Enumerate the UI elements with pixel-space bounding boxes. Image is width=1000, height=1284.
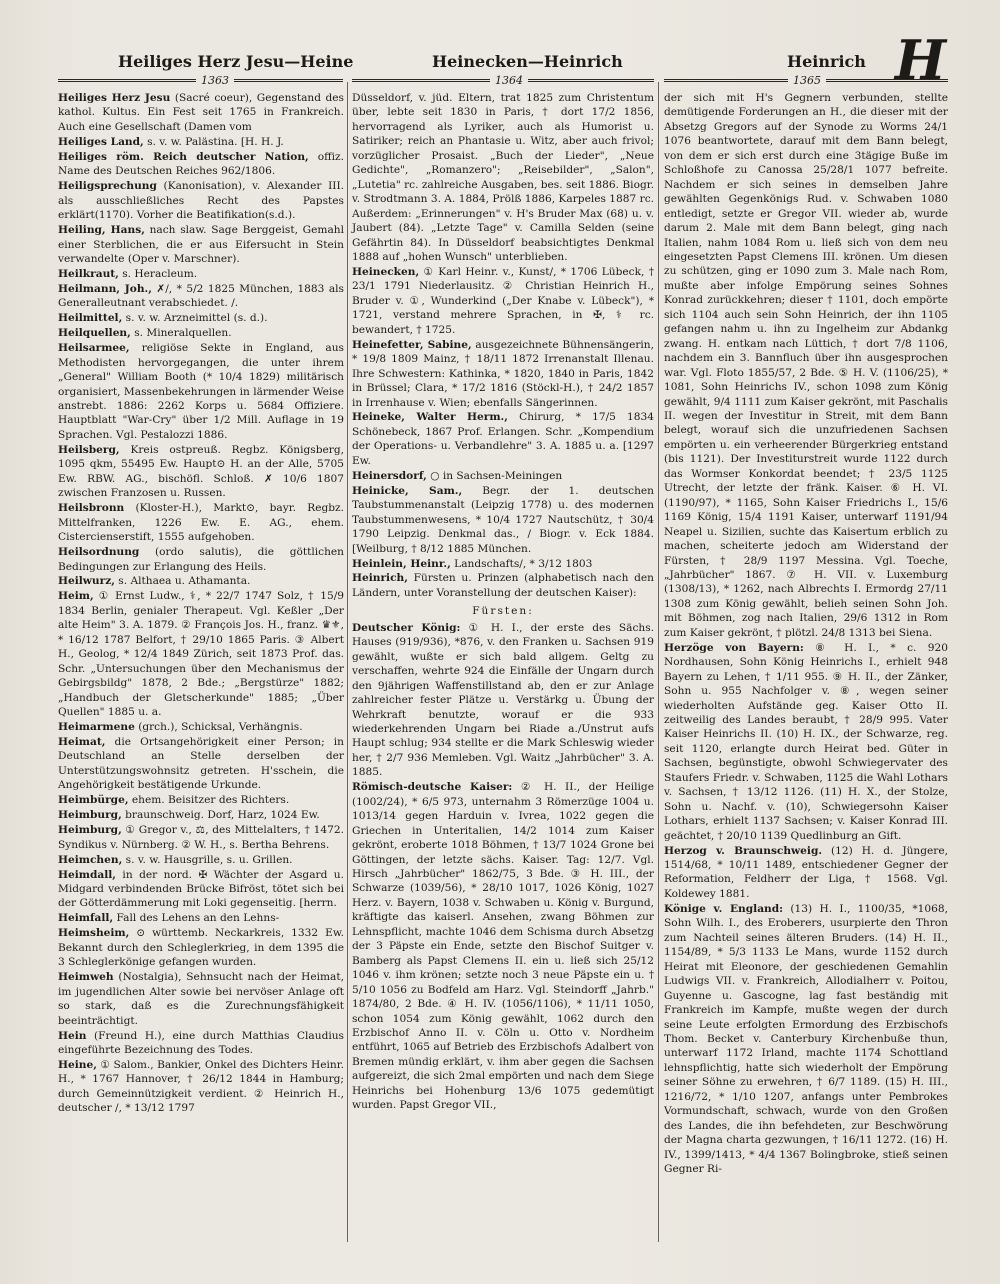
entry-text: (grch.), Schicksal, Verhängnis. (134, 720, 303, 733)
entry-text: ⑧ H. I., * c. 920 Nordhausen, Sohn König Heinrichs I., erhielt 948 Bayern zu Lehen, † 1/11 955. ⑨ H. II., der Zänker, Sohn u. 955 Nachfolger v. ⑧, wegen seiner wiederholten Aufstände geg. Kaiser Otto II. zeitweilig des Landes beraubt, † 28/9 995. Vater Kaiser Heinrichs II. (10) H. IX., der Schwarze, reg. seit 1120, erlangte durch Heirat bed. Güter in Sachsen, begünstigte, obwohl Schwiegervater des Staufers Friedr. v. Schwaben, 1125 die Wahl Lothars v. Sachsen, † 13/12 1126. (11) H. X., der Stolze, Sohn u. Nachf. v. (10), Schwiegersohn Kaiser Lothars, erhielt 1137 Sachsen; v. Kaiser Konrad III. geächtet, † 20/10 1139 Quedlinburg an Gift. (664, 641, 948, 842)
entry-text: ⊙ württemb. Neckarkreis, 1332 Ew. Bekannt durch den Schleglerkrieg, in dem 1395 die 3 Schleglerkönige gefangen wurden. (58, 927, 344, 969)
entry-text: Fürsten u. Prinzen (alphabetisch nach den Ländern, unter Voranstellung der deutschen Kaiser): (352, 572, 654, 599)
entry-headword: Heimsheim, (58, 927, 130, 940)
entry-text: ① H. I., der erste des Sächs. Hauses (919/936), *876, v. den Franken u. Sachsen 919 gewählt, wußte er sich bald allgem. Geltg zu verschaffen, wehrte 924 die Einfälle der Ungarn durch den 9jährigen Waffenstillstand ab, den er zur Anlage zahlreicher fester Plätze u. Verstärkg u. Übung der Wehrkraft benutzte, worauf er die 933 wiederkehrenden Ungarn bei Riade a./Unstrut aufs Haupt schlug; 934 stellte er die Mark Schleswig wieder her, † 2/7 936 Memleben. Vgl. Waitz „Jahrbücher" 3. A. 1885. (352, 621, 655, 779)
entry-headword: Heilsarmee, (58, 342, 130, 355)
dictionary-entry (352, 621, 654, 780)
page-number: 1365 (788, 75, 826, 87)
dictionary-entry (352, 469, 654, 483)
entry-headword: Heineke, Walter Herm., (352, 411, 508, 424)
entry-text: s. Heracleum. (118, 267, 198, 280)
entry-text: braunschweig. Dorf, Harz, 1024 Ew. (121, 809, 320, 822)
entry-text: Fürsten: (472, 605, 534, 618)
entry-text: (13) H. I., 1100/35, *1068, Sohn Wilh. I., des Eroberers, usurpierte den Thron zum Nachteil seines älteren Bruders. (14) H. II., 1154/89, * 5/3 1133 Le Mans, wurde 1152 durch Heirat mit Eleonore, der geschiedenen Gemahlin Ludwigs VII. v. Frankreich, Allodialherr v. Poitou, Guyenne u. Gascogne, lag fast beständig mit Frankreich im Kampfe, mußte wegen der durch seine Leute erfolgten Ermordung des Erzbischofs Thom. Becket v. Canterbury Kirchenbuße thun, unterwarf 1172 Irland, machte 1174 Schottland lehnspflichtig, hatte sich wiederholt der Empörung seiner Söhne zu erwehren, † 6/7 1189. (15) H. III., 1216/72, * 1/10 1207, anfangs unter Pembrokes Vormundschaft, schwach, wurde von den Großen des Landes, die ihn befehdeten, zur Beschwörung der Magna charta gezwungen, † 16/11 1272. (16) H. IV., 1399/1413, * 4/4 1367 Bolingbroke, stieß seinen Gegner Ri- (664, 902, 948, 1176)
dictionary-entry (58, 341, 344, 442)
entry-text: ② H. II., der Heilige (1002/24), * 6/5 973, unternahm 3 Römerzüge 1004 u. 1013/14 gegen Harduin v. Ivrea, 1022 gegen die Griechen in Unteritalien, 14/2 1014 zum Kaiser gekrönt, eroberte 1018 Böhmen, † 13/7 1024 Grone bei Göttingen, der letzte sächs. Kaiser. Tag: 12/7. Vgl. Hirsch „Jahrbücher" 1862/75, 3 Bde. ③ H. III., der Schwarze (1039/56), * 28/10 1017, 1026 König, 1027 Herz. v. Bayern, 1038 v. Schwaben u. König v. Burgund, kräftigte das kaiserl. Ansehen, zwang Böhmen zur Lehnspflicht, machte 1046 dem Schisma durch Absetzg der 3 Päpste ein Ende, setzte den Bischof Suitger v. Bamberg als Papst Clemens II. ein u. ließ sich 25/12 1046 v. ihm krönen; setzte noch 3 neue Päpste ein u. † 5/10 1056 zu Bodfeld am Harz. Vgl. Steindorff „Jahrb." 1874/80, 2 Bde. ④ H. IV. (1056/1106), * 11/11 1050, schon 1054 zum König gewählt, 1062 durch den Erzbischof Anno II. v. Cöln u. Otto v. Nordheim entführt, 1065 auf Betrieb des Erzbischofs Adalbert von Bremen mündig erklärt, v. ihm aber gegen die Sachsen aufgereizt, die sich 2mal empörten und nach dem Siege Heinrichs bei Hohenburg 13/6 1075 gedemütigt wurden. Papst Gregor VII., (352, 781, 654, 1112)
entry-headword: Heinersdorf, (352, 469, 427, 482)
entry-text: ① Ernst Ludw., ⚕, * 22/7 1747 Solz, † 15/9 1834 Berlin, genialer Therapeut. Vgl. Keßler „Der alte Heim" 3. A. 1879. ② François Jos. H., franz. ♛⚜, * 16/12 1787 Belfort, † 29/10 1865 Paris. ③ Albert H., Geolog, * 12/4 1849 Zürich, seit 1873 Prof. das. Schr. „Untersuchungen über den Mechanismus der Gebirgsbildg" 1878, 2 Bde.; „Bergstürze" 1882; „Handbuch der Gletscherkunde" 1885; „Über Quellen" 1885 u. a. (58, 590, 344, 719)
dictionary-entry (664, 902, 948, 1177)
entry-headword: Heimchen, (58, 853, 123, 866)
dictionary-entry (58, 808, 344, 822)
entry-headword: Heinlein, Heinr., (352, 557, 451, 570)
entry-headword: Herzöge von Bayern: (664, 641, 804, 654)
dictionary-entry (58, 868, 344, 911)
dictionary-entry (58, 223, 344, 266)
entry-text: s. Mineralquellen. (130, 327, 232, 340)
column-1364 (352, 91, 654, 1113)
entry-text: s. v. w. Palästina. [H. H. J. (143, 135, 284, 148)
running-head-left: Heiliges Herz Jesu—Heine (118, 52, 354, 71)
dictionary-entry (58, 823, 344, 852)
dictionary-entry (58, 589, 344, 719)
dictionary-entry (58, 267, 344, 281)
entry-text: nach slaw. Sage Berggeist, Gemahl einer Sterblichen, die er aus Eifersucht in Stein verwandelte (Oper v. Marschner). (58, 224, 344, 265)
entry-text: religiöse Sekte in England, aus Methodisten hervorgegangen, die unter ihrem „General" William Booth (* 10/4 1829) militärisch organisiert, Massenbekehrungen in lärmender Weise anstrebt. 1886: 2262 Korps u. 5684 Offiziere. Hauptblatt "War-Cry" über 1/2 Mill. Auflage in 19 Sprachen. Vgl. Pestalozzi 1886. (58, 342, 344, 441)
column-1363 (58, 91, 344, 1116)
entry-headword: Heimbürge, (58, 794, 129, 807)
entry-headword: Heinefetter, Sabine, (352, 338, 472, 351)
entry-headword: Heilwurz, (58, 575, 115, 588)
dictionary-entry (58, 91, 344, 134)
dictionary-entry (58, 735, 344, 793)
running-head-right: Heinrich (787, 52, 866, 71)
entry-text: ehem. Beisitzer des Richters. (128, 794, 290, 807)
entry-text: ○ in Sachsen-Meiningen (426, 469, 563, 482)
entry-text: ① Gregor v., ⚖, des Mittelalters, † 1472. Syndikus v. Nürnberg. ② W. H., s. Bertha Behrens. (58, 824, 344, 851)
dictionary-entry (58, 150, 344, 179)
column-1365 (664, 91, 948, 1177)
dictionary-entry (58, 135, 344, 149)
dictionary-entry (352, 571, 654, 600)
entry-text: (Freund H.), eine durch Matthias Claudius eingeführte Bezeichnung des Todes. (58, 1029, 344, 1056)
entry-headword: Heimburg, (58, 824, 122, 837)
entry-headword: Heimarmene (58, 720, 135, 733)
entry-text: Kreis ostpreuß. Regbz. Königsberg, 1095 qkm, 55495 Ew. Haupt⊙ H. an der Alle, 5705 Ew. RBW. AG., bischöfl. Schloß. ✗ 10/6 1807 zwischen Franzosen u. Russen. (58, 443, 344, 500)
column-divider (347, 82, 348, 1242)
dictionary-entry (352, 780, 654, 1112)
entry-text: Begr. der 1. deutschen Taubstummenanstalt (Leipzig 1778) u. des modernen Taubstummenwesens, * 10/4 1727 Nautschütz, † 30/4 1790 Leipzig. Denkmal das., / Biogr. v. Eck 1884. [Weilburg, † 8/12 1885 München. (352, 484, 654, 555)
entry-text: in der nord. ✠ Wächter der Asgard u. Midgard verbindenden Brücke Bifröst, tötet sich bei der Götterdämmerung mit Loki gegenseitig. [herrn. (58, 868, 344, 910)
dictionary-entry (664, 844, 948, 902)
page-number: 1364 (490, 75, 528, 87)
entry-headword: Heilquellen, (58, 327, 131, 340)
entry-text: (Kloster-H.), Markt⊙, bayr. Regbz. Mittelfranken, 1226 Ew. E. AG., ehem. Cistercienserstift, 1555 aufgehoben. (58, 502, 344, 544)
dictionary-entry (352, 338, 654, 410)
entry-text: offiz. Name des Deutschen Reiches 962/1806. (58, 150, 344, 178)
entry-headword: Heimdall, (58, 868, 116, 881)
dictionary-entry (352, 410, 654, 468)
dictionary-entry (58, 443, 344, 501)
entry-text: Chirurg, * 17/5 1834 Schönebeck, 1867 Prof. Erlangen. Schr. „Kompendium der Operations- u. Verbandlehre" 3. A. 1885 u. a. [1297 Ew. (352, 411, 655, 467)
dictionary-entry (58, 853, 344, 867)
entry-headword: Heilsbronn (58, 502, 125, 515)
entry-headword: Heiliges röm. Reich deutscher Nation, (58, 150, 309, 163)
entry-text: (Kanonisation), v. Alexander III. als ausschließliches Recht des Papstes erklärt(1170). Vorher die Beatifikation(s.d.). (58, 180, 344, 222)
entry-text: ① Karl Heinr. v., Kunst/, * 1706 Lübeck, † 23/1 1791 Niederlausitz. ② Christian Heinrich H., Bruder v. ①, Wunderkind („Der Knabe v. Lübeck"), * 1721, verstand mehrere Sprachen, in ✠, ⚕ rc. bewandert, † 1725. (352, 265, 654, 336)
entry-headword: Heim, (58, 590, 94, 603)
dictionary-entry (352, 91, 654, 264)
entry-headword: Heimat, (58, 735, 106, 748)
dictionary-entry (58, 501, 344, 544)
entry-text: ✗/, * 5/2 1825 München, 1883 als Generalleutnant verabschiedet. /. (58, 282, 344, 310)
dictionary-entry (58, 326, 344, 340)
entry-text: s. v. w. Hausgrille, s. u. Grillen. (122, 853, 293, 866)
entry-headword: Heiliges Herz Jesu (58, 92, 171, 104)
entry-headword: Heiligsprechung (58, 180, 157, 193)
entry-text: (ordo salutis), die göttlichen Bedingungen zur Erlangung des Heils. (58, 546, 344, 573)
dictionary-entry (58, 926, 344, 969)
dictionary-entry (58, 282, 344, 311)
entry-text: ① Salom., Bankier, Onkel des Dichters Heinr. H., * 1767 Hannover, † 26/12 1844 in Hamburg; durch Gemeinnützigkeit verdient. ② Heinrich H., deutscher /, * 13/12 1797 (58, 1058, 344, 1115)
entry-headword: Heimburg, (58, 809, 122, 822)
dictionary-entry (58, 311, 344, 325)
page-number: 1363 (196, 75, 234, 87)
entry-text: Düsseldorf, v. jüd. Eltern, trat 1825 zum Christentum über, lebte seit 1830 in Paris, † dort 17/2 1856, hervorragend als Lyriker, auch als Humorist u. Satiriker; reich an Phantasie u. Witz, aber auch frivol; vorzüglicher Prosaist. „Buch der Lieder", „Neue Gedichte", „Romanzero"; „Reisebilder", „Salon", „Lutetia" rc. zahlreiche Ausgaben, bes. seit 1886. Biogr. v. Strodtmann 3. A. 1884, Prölß 1886, Karpeles 1887 rc. Außerdem: „Erinnerungen" v. H's Bruder Max (68) u. v. Jaubert (84). „Letzte Tage" v. Camilla Selden (seine Gefährtin 84). In Düsseldorf beabsichtigtes Denkmal 1888 auf „hohen Wunsch" unterblieben. (352, 92, 654, 263)
entry-text: ausgezeichnete Bühnensängerin, * 19/8 1809 Mainz, † 18/11 1872 Irrenanstalt Illenau. Ihre Schwestern: Kathinka, * 1820, 1840 in Paris, 1842 in Brüssel; Clara, * 17/2 1816 (Stöckl-H.), † 24/2 1857 in Irrenhause v. Wien; ebenfalls Sängerinnen. (352, 338, 654, 409)
dictionary-entry (664, 641, 948, 843)
dictionary-entry (58, 545, 344, 574)
section-letter: H (895, 28, 947, 92)
entry-text: (12) H. d. Jüngere, 1514/68, * 10/11 1489, entschiedener Gegner der Reformation, Feldherr der Liga, † 1568. Vgl. Koldewey 1881. (664, 844, 948, 900)
entry-headword: Heimfall, (58, 912, 114, 925)
dictionary-entry (58, 793, 344, 807)
entry-headword: Heinecken, (352, 265, 420, 278)
entry-text: Fall des Lehens an den Lehns- (113, 912, 280, 925)
dictionary-entry (58, 970, 344, 1028)
dictionary-entry (58, 574, 344, 588)
entry-headword: Heine, (58, 1058, 97, 1071)
dictionary-entry (58, 911, 344, 925)
entry-text: Landschafts/, * 3/12 1803 (450, 557, 593, 570)
entry-headword: Hein (58, 1029, 87, 1042)
dictionary-entry (352, 557, 654, 571)
column-divider (658, 82, 659, 1242)
dictionary-entry (58, 179, 344, 222)
entry-headword: Heilmittel, (58, 312, 123, 325)
entry-text: (Sacré coeur), Gegenstand des kathol. Kultus. Ein Fest seit 1765 in Frankreich. Auch eine Gesellschaft (Damen vom (58, 92, 344, 133)
entry-headword: Heiling, Hans, (58, 224, 145, 237)
entry-headword: Könige v. England: (664, 902, 784, 915)
entry-headword: Heilsordnung (58, 546, 140, 559)
entry-headword: Heinrich, (352, 572, 408, 585)
entry-headword: Deutscher König: (352, 621, 461, 634)
entry-headword: Heimweh (58, 971, 114, 984)
dictionary-entry (352, 484, 654, 556)
entry-text: die Ortsangehörigkeit einer Person; in Deutschland an Stelle derselben der Unterstützungswohnsitz getreten. H'sschein, die Angehörigkeit bestätigende Urkunde. (58, 735, 344, 792)
entry-headword: Römisch-deutsche Kaiser: (352, 781, 513, 794)
entry-headword: Heilkraut, (58, 267, 119, 280)
entry-headword: Heilmann, Joh., (58, 282, 152, 295)
dictionary-entry (664, 91, 948, 640)
dictionary-entry (58, 1029, 344, 1058)
entry-text: der sich mit H's Gegnern verbunden, stellte demütigende Forderungen an H., die dieser mit der Absetzg Gregors auf der Synode zu Worms 24/1 1076 beantwortete, darauf mit dem Bann belegt, von dem er sich erst durch eine 3tägige Buße im Schloßhofe zu Canossa 25/28/1 1077 befreite. Nachdem er sich seines in demselben Jahre gewählten Gegenkönigs Rud. v. Schwaben 1080 entledigt, setzte er Gregor VII. wieder ab, wurde darum 2. Male mit dem Bann belegt, ging nach Italien, nahm 1084 Rom u. ließ sich von dem neu eingesetzten Papst Clemens III. krönen. Um diesen zu schützen, ging er 1090 zum 3. Male nach Rom, mußte aber infolge Empörung seines Sohnes Konrad zurückkehren; dieser † 1101, doch empörte sich 1104 auch sein Sohn Heinrich, der ihn 1105 gefangen nahm u. ihn zu Ingelheim zur Abdankg zwang. H. entkam nach Lüttich, † dort 7/8 1106, nachdem ein 3. Bannfluch über ihn ausgesprochen war. Vgl. Floto 1855/57, 2 Bde. ⑤ H. V. (1106/25), * 1081, Sohn Heinrichs IV., schon 1098 zum König gewählt, 9/4 1111 zum Kaiser gekrönt, mit Paschalis II. wegen der Investitur in Streit, mit dem Bann belegt, worauf sich die unzufriedenen Sachsen empörten u. ein verheerender Bürgerkrieg entstand (bis 1121). Der Investiturstreit wurde 1122 durch das Wormser Konkordat beendet; † 23/5 1125 Utrecht, der letzte der fränk. Kaiser. ⑥ H. VI. (1190/97), * 1165, Sohn Kaiser Friedrichs I., 15/6 1169 König, 15/4 1191 Kaiser, unterwarf 1191/94 Neapel u. Sizilien, suchte das Kaisertum erblich zu machen, scheiterte jedoch am Widerstand der Fürsten, † 28/9 1197 Messina. Vgl. Toeche, „Jahrbücher" 1867. ⑦ H. VII. v. Luxemburg (1308/13), * 1262, nach Albrechts I. Ermordg 27/11 1308 zum König gewählt, belieh seinen Sohn Joh. mit Böhmen, zog nach Italien, 29/6 1312 in Rom zum Kaiser gekrönt, † plötzl. 24/8 1313 bei Siena. (664, 92, 948, 639)
entry-headword: Heiliges Land, (58, 135, 144, 148)
dictionary-entry (58, 1058, 344, 1116)
entry-text: s. Althaea u. Athamanta. (114, 575, 251, 588)
entry-headword: Heilsberg, (58, 443, 120, 456)
entry-headword: Heinicke, Sam., (352, 484, 463, 497)
dictionary-entry (352, 604, 654, 618)
entry-text: (Nostalgia), Sehnsucht nach der Heimat, im jugendlichen Alter sowie bei nervöser Anlage oft so stark, daß es die Zurechnungsfähigkeit beeinträchtigt. (58, 971, 344, 1027)
running-head-middle: Heinecken—Heinrich (432, 52, 623, 71)
dictionary-entry (352, 265, 654, 337)
entry-headword: Herzog v. Braunschweig. (664, 844, 823, 857)
entry-text: s. v. w. Arzneimittel (s. d.). (122, 312, 268, 325)
dictionary-entry (58, 720, 344, 734)
